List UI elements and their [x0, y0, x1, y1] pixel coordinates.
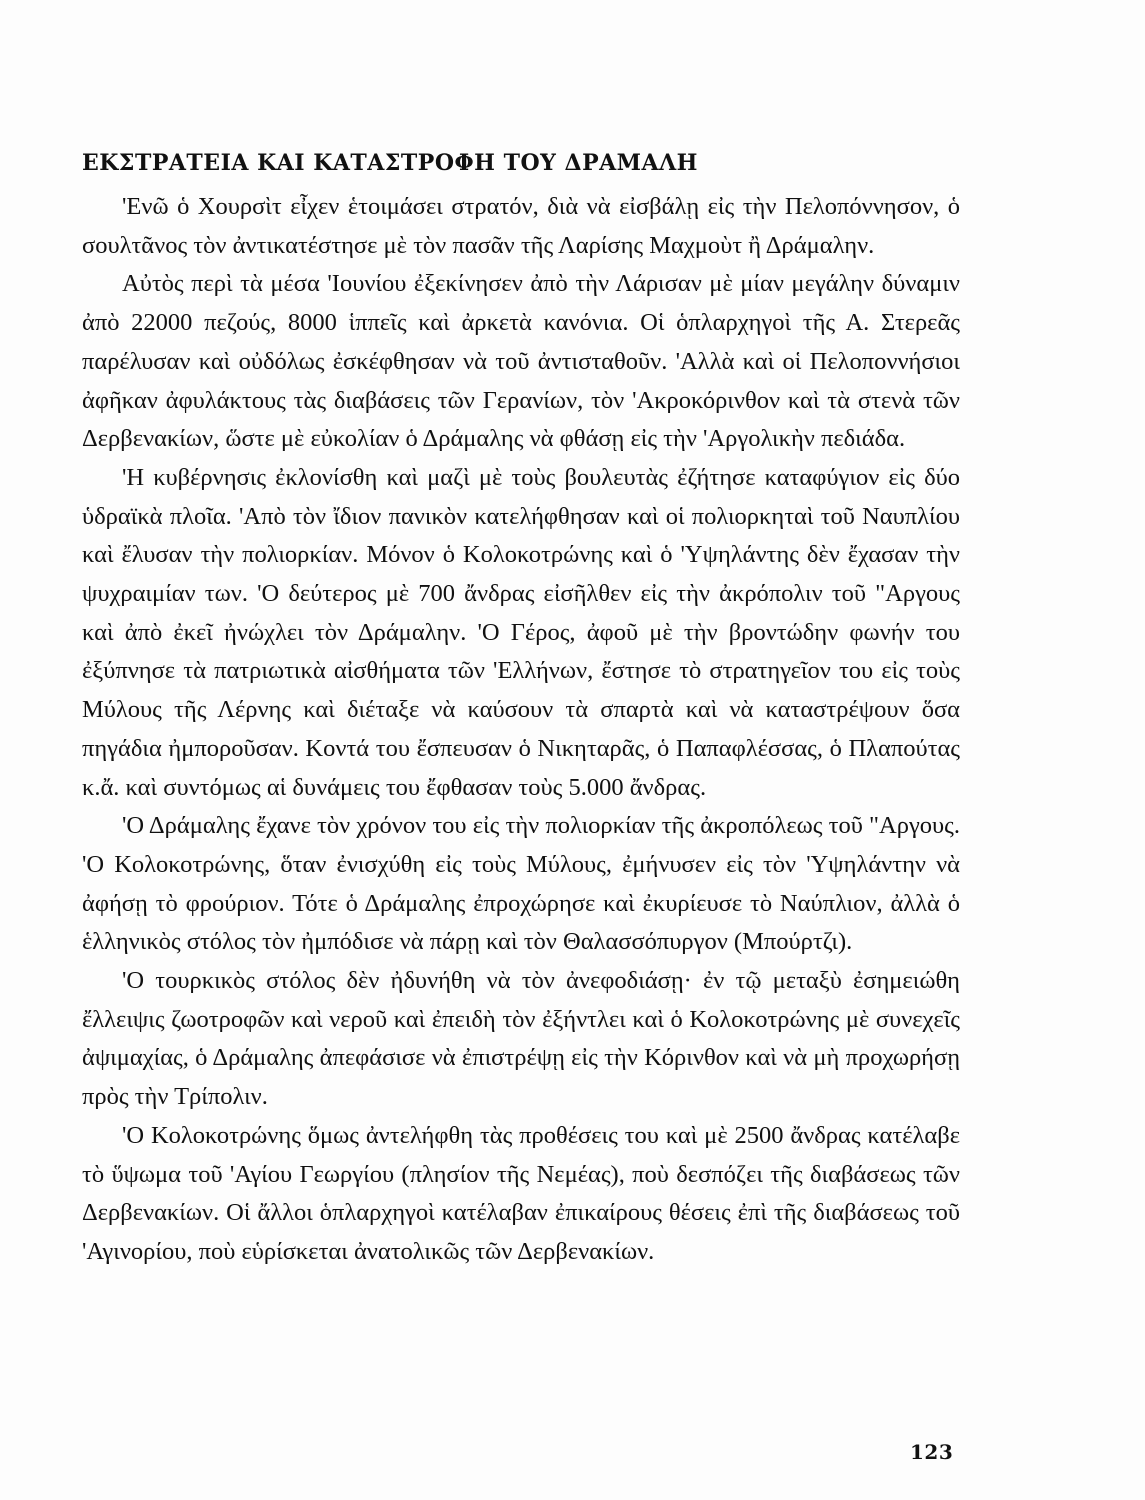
- paragraph-2: Αὐτὸς περὶ τὰ μέσα 'Ιουνίου ἐξεκίνησεν ἀπὸ τὴν Λάρισαν μὲ μίαν μεγάλην δύναμιν ἀπὸ 22000 πεζούς, 8000 ἱππεῖς καὶ ἀρκετὰ κανόνια. Οἱ ὁπλαρχηγοὶ τῆς Α. Στερεᾶς παρέλυσαν καὶ οὐδόλως ἐσκέφθησαν νὰ τοῦ ἀντισταθοῦν. 'Αλλὰ καὶ οἱ Πελοποννήσιοι ἀφῆκαν ἀφυλάκτους τὰς διαβάσεις τῶν Γερανίων, τὸν 'Ακροκόρινθον καὶ τὰ στενὰ τῶν Δερβενακίων, ὥστε μὲ εὐκολίαν ὁ Δράμαλης νὰ φθάσῃ εἰς τὴν 'Αργολικὴν πεδιάδα.: [82, 270, 960, 453]
- paragraph-3: 'Η κυβέρνησις ἐκλονίσθη καὶ μαζὶ μὲ τοὺς βουλευτὰς ἐζήτησε καταφύγιον εἰς δύο ὑδραϊκὰ πλοῖα. 'Απὸ τὸν ἴδιον πανικὸν κατελήφθησαν καὶ οἱ πολιορκηταὶ τοῦ Ναυπλίου καὶ ἔλυσαν τὴν πολιορκίαν. Μόνον ὁ Κολοκοτρώνης καὶ ὁ 'Υψηλάντης δὲν ἔχασαν τὴν ψυχραιμίαν των. 'Ο δεύτερος μὲ 700 ἄνδρας εἰσῆλθεν εἰς τὴν ἀκρόπολιν τοῦ "Αργους καὶ ἀπὸ ἐκεῖ ἠνώχλει τὸν Δράμαλην. 'Ο Γέρος, ἀφοῦ μὲ τὴν βροντώδην φωνήν του ἐξύπνησε τὰ πατριωτικὰ αἰσθήματα τῶν 'Ελλήνων, ἔστησε τὸ στρατηγεῖον του εἰς τοὺς Μύλους τῆς Λέρνης καὶ διέταξε νὰ καύσουν τὰ σπαρτὰ καὶ νὰ καταστρέψουν ὅσα πηγάδια ἠμποροῦσαν. Κοντά του ἔσπευσαν ὁ Νικηταρᾶς, ὁ Παπαφλέσσας, ὁ Πλαπούτας κ.ἄ. καὶ συντόμως αἱ δυνάμεις του ἔφθασαν τοὺς 5.000 ἄνδρας.: [82, 463, 960, 801]
- chapter-heading: ΕΚΣΤΡΑΤΕΙΑ ΚΑΙ ΚΑΤΑΣΤΡΟΦΗ ΤΟΥ ΔΡΑΜΑΛΗ: [82, 150, 698, 176]
- paragraph-6: 'Ο Κολοκοτρώνης ὅμως ἀντελήφθη τὰς προθέσεις του καὶ μὲ 2500 ἄνδρας κατέλαβε τὸ ὕψωμα τοῦ 'Αγίου Γεωργίου (πλησίον τῆς Νεμέας), ποὺ δεσπόζει τῆς διαβάσεως τῶν Δερβενακίων. Οἱ ἄλλοι ὁπλαρχηγοὶ κατέλαβαν ἐπικαίρους θέσεις ἐπὶ τῆς διαβάσεως τοῦ 'Αγινορίου, ποὺ εὑρίσκεται ἀνατολικῶς τῶν Δερβενακίων.: [82, 1121, 960, 1265]
- paragraph-5: 'Ο τουρκικὸς στόλος δὲν ἠδυνήθη νὰ τὸν ἀνεφοδιάσῃ· ἐν τῷ μεταξὺ ἐσημειώθη ἔλλειψις ζωοτροφῶν καὶ νεροῦ καὶ ἐπειδὴ τὸν ἐξήντλει καὶ ὁ Κολοκοτρώνης μὲ συνεχεῖς ἀψιμαχίας, ὁ Δράμαλης ἀπεφάσισε νὰ ἐπιστρέψῃ εἰς τὴν Κόρινθον καὶ νὰ μὴ προχωρήσῃ πρὸς τὴν Τρίπολιν.: [82, 967, 960, 1111]
- page-number: 123: [910, 1440, 954, 1464]
- paragraph-4: 'Ο Δράμαλης ἔχανε τὸν χρόνον του εἰς τὴν πολιορκίαν τῆς ἀκροπόλεως τοῦ "Αργους. 'Ο Κολοκοτρώνης, ὅταν ἐνισχύθη εἰς τοὺς Μύλους, ἐμήνυσεν εἰς τὸν 'Υψηλάντην νὰ ἀφήσῃ τὸ φρούριον. Τότε ὁ Δράμαλης ἐπροχώρησε καὶ ἐκυρίευσε τὸ Ναύπλιον, ἀλλὰ ὁ ἑλληνικὸς στόλος τὸν ἠμπόδισε νὰ πάρῃ καὶ τὸν Θαλασσόπυργον (Μπούρτζι).: [82, 812, 960, 956]
- paragraph-1: 'Ενῶ ὁ Χουρσὶτ εἶχεν ἑτοιμάσει στρατόν, διὰ νὰ εἰσβάλῃ εἰς τὴν Πελοπόννησον, ὁ σουλτᾶνος τὸν ἀντικατέστησε μὲ τὸν πασᾶν τῆς Λαρίσης Μαχμοὺτ ἢ Δράμαλην.: [82, 193, 960, 259]
- body-text: [82, 188, 960, 1272]
